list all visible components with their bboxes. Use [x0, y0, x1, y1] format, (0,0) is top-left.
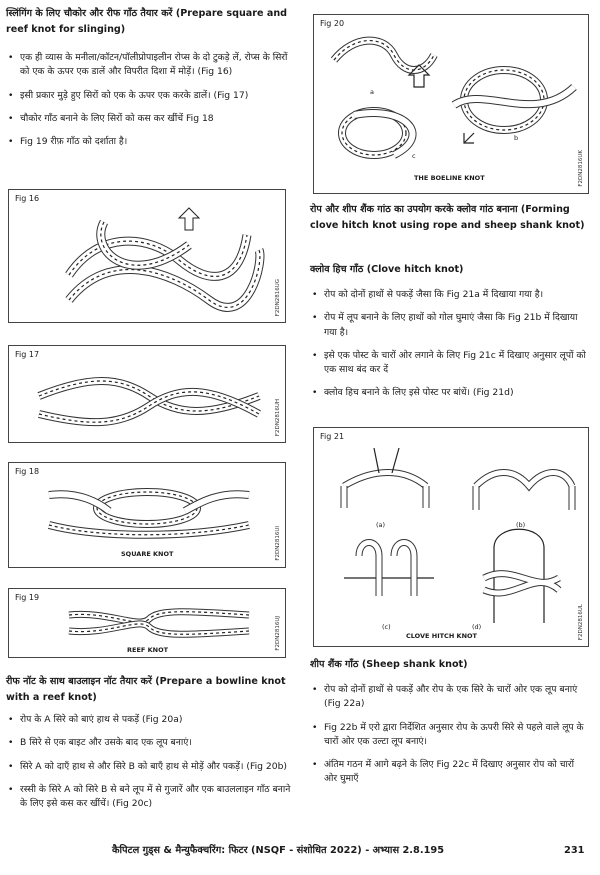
list-item: • इसे एक पोस्ट के चारों ओर लगाने के लिए Fig 21c में दिखाए अनुसार लूपों को एक साथ बंद कर दें [310, 349, 590, 378]
bowline-steps [6, 708, 298, 820]
sub-label: (a) [376, 521, 386, 529]
heading-sheep-shank: शीप शैंक गाँठ (Sheep shank knot) [310, 659, 468, 670]
heading-clove-hitch: क्लोव हिच गाँठ (Clove hitch knot) [310, 264, 464, 275]
figure-label: Fig 21 [320, 432, 345, 441]
sub-label: c [412, 152, 416, 160]
list-item: • रोप में लूप बनाने के लिए हाथों को गोल घुमाएं जैसा कि Fig 21b में दिखाया गया है। [310, 311, 590, 340]
page-number: 231 [564, 845, 585, 856]
rope-illustration [314, 428, 588, 646]
figure-17 [8, 345, 286, 443]
clove-hitch-steps [310, 283, 590, 410]
figure-label: Fig 16 [15, 194, 40, 203]
sub-label: a [370, 88, 374, 96]
figure-label: Fig 17 [15, 350, 40, 359]
figure-16 [8, 189, 286, 323]
square-knot-steps [6, 46, 298, 158]
figure-20 [313, 14, 589, 194]
list-item: • B सिरे से एक बाइट और उसके बाद एक लूप बनाएं। [6, 736, 298, 750]
figure-caption: THE BOELINE KNOT [414, 174, 485, 182]
list-item: • रस्सी के सिरे A को सिरे B से बने लूप में से गुजारें और एक बाउललाइन गाँठ बनाने के लिए इसे कस कर खींचें। (Fig 20c) [6, 783, 298, 812]
list-item: • रोप को दोनों हाथों से पकड़ें जैसा कि Fig 21a में दिखाया गया है। [310, 288, 590, 302]
list-item: • एक ही व्यास के मनीला/कॉटन/पॉलीप्रोपाइलीन रोप्स के दो टुकड़े लें, रोप्स के सिरों को एक के ऊपर एक डालें और विपरीत दिशा में मोड़ें। (Fig 16) [6, 51, 298, 80]
heading-bowline-knot: रीफ नॉट के साथ बाउलाइन नॉट तैयार करें (Prepare a bowline knot with a reef knot) [6, 676, 286, 704]
sub-label: (d) [472, 623, 482, 631]
list-item: • चौकोर गाँठ बनाने के लिए सिरों को कस कर खींचें Fig 18 [6, 112, 298, 126]
sub-label: (b) [516, 521, 526, 529]
figure-label: Fig 19 [15, 593, 40, 602]
figure-code: F2DN2816UL [578, 603, 585, 640]
figure-21 [313, 427, 589, 647]
list-item: • Fig 22b में एरो द्वारा निर्देशित अनुसार रोप के ऊपरी सिरे से पहले वाले लूप के चारों ओर एक उल्टा लूप बनाएं। [310, 721, 590, 750]
list-item: • क्लोव हिच बनाने के लिए इसे पोस्ट पर बांधें। (Fig 21d) [310, 386, 590, 400]
heading-clove-sheep-shank: रोप और शीप शैंक गांठ का उपयोग करके क्लोव गांठ बनाना (Forming clove hitch knot using rope and sheep shank knot) [310, 204, 585, 232]
figure-18 [8, 462, 286, 568]
figure-19 [8, 588, 286, 658]
figure-caption: CLOVE HITCH KNOT [406, 632, 477, 640]
list-item: • रोप के A सिरे को बाएं हाथ से पकड़ें (Fig 20a) [6, 713, 298, 727]
footer-title: कैपिटल गुड्स & मैन्युफैक्चरिंग: फिटर (NSQF - संशोधित 2022) - अभ्यास 2.8.195 [112, 845, 445, 856]
figure-label: Fig 20 [320, 19, 345, 28]
figure-caption: SQUARE KNOT [121, 550, 174, 558]
sub-label: (c) [382, 623, 391, 631]
sheep-shank-steps [310, 678, 590, 796]
rope-illustration [314, 15, 588, 193]
list-item: • इसी प्रकार मुड़े हुए सिरों को एक के ऊपर एक करके डालें। (Fig 17) [6, 89, 298, 103]
list-item: • Fig 19 रीफ़ गाँठ को दर्शाता है। [6, 135, 298, 149]
list-item: • रोप को दोनों हाथों से पकड़ें और रोप के एक सिरे के चारों ओर एक लूप बनाएं (Fig 22a) [310, 683, 590, 712]
heading-square-reef-knot: स्लिंगिंग के लिए चौकोर और रीफ गाँठ तैयार करें (Prepare square and reef knot for slinging) [6, 8, 288, 36]
rope-illustration [9, 190, 285, 322]
figure-label: Fig 18 [15, 467, 40, 476]
figure-code: F2DN2816UH [275, 398, 282, 436]
rope-illustration [9, 346, 285, 442]
list-item: • सिरे A को दाएँ हाथ से और सिरे B को बाएँ हाथ से मोड़ें और पकड़ें। (Fig 20b) [6, 760, 298, 774]
figure-code: F2DN2816UG [275, 278, 282, 316]
figure-code: F2DN2816UI [275, 526, 282, 561]
figure-code: F2DN2816UK [578, 150, 585, 187]
sub-label: b [514, 134, 519, 142]
figure-caption: REEF KNOT [127, 646, 169, 654]
list-item: • अंतिम गठन में आगे बढ़ने के लिए Fig 22c में दिखाए अनुसार रोप को चारों ओर घुमाएँ [310, 758, 590, 787]
figure-code: F2DN2816UJ [275, 616, 282, 651]
